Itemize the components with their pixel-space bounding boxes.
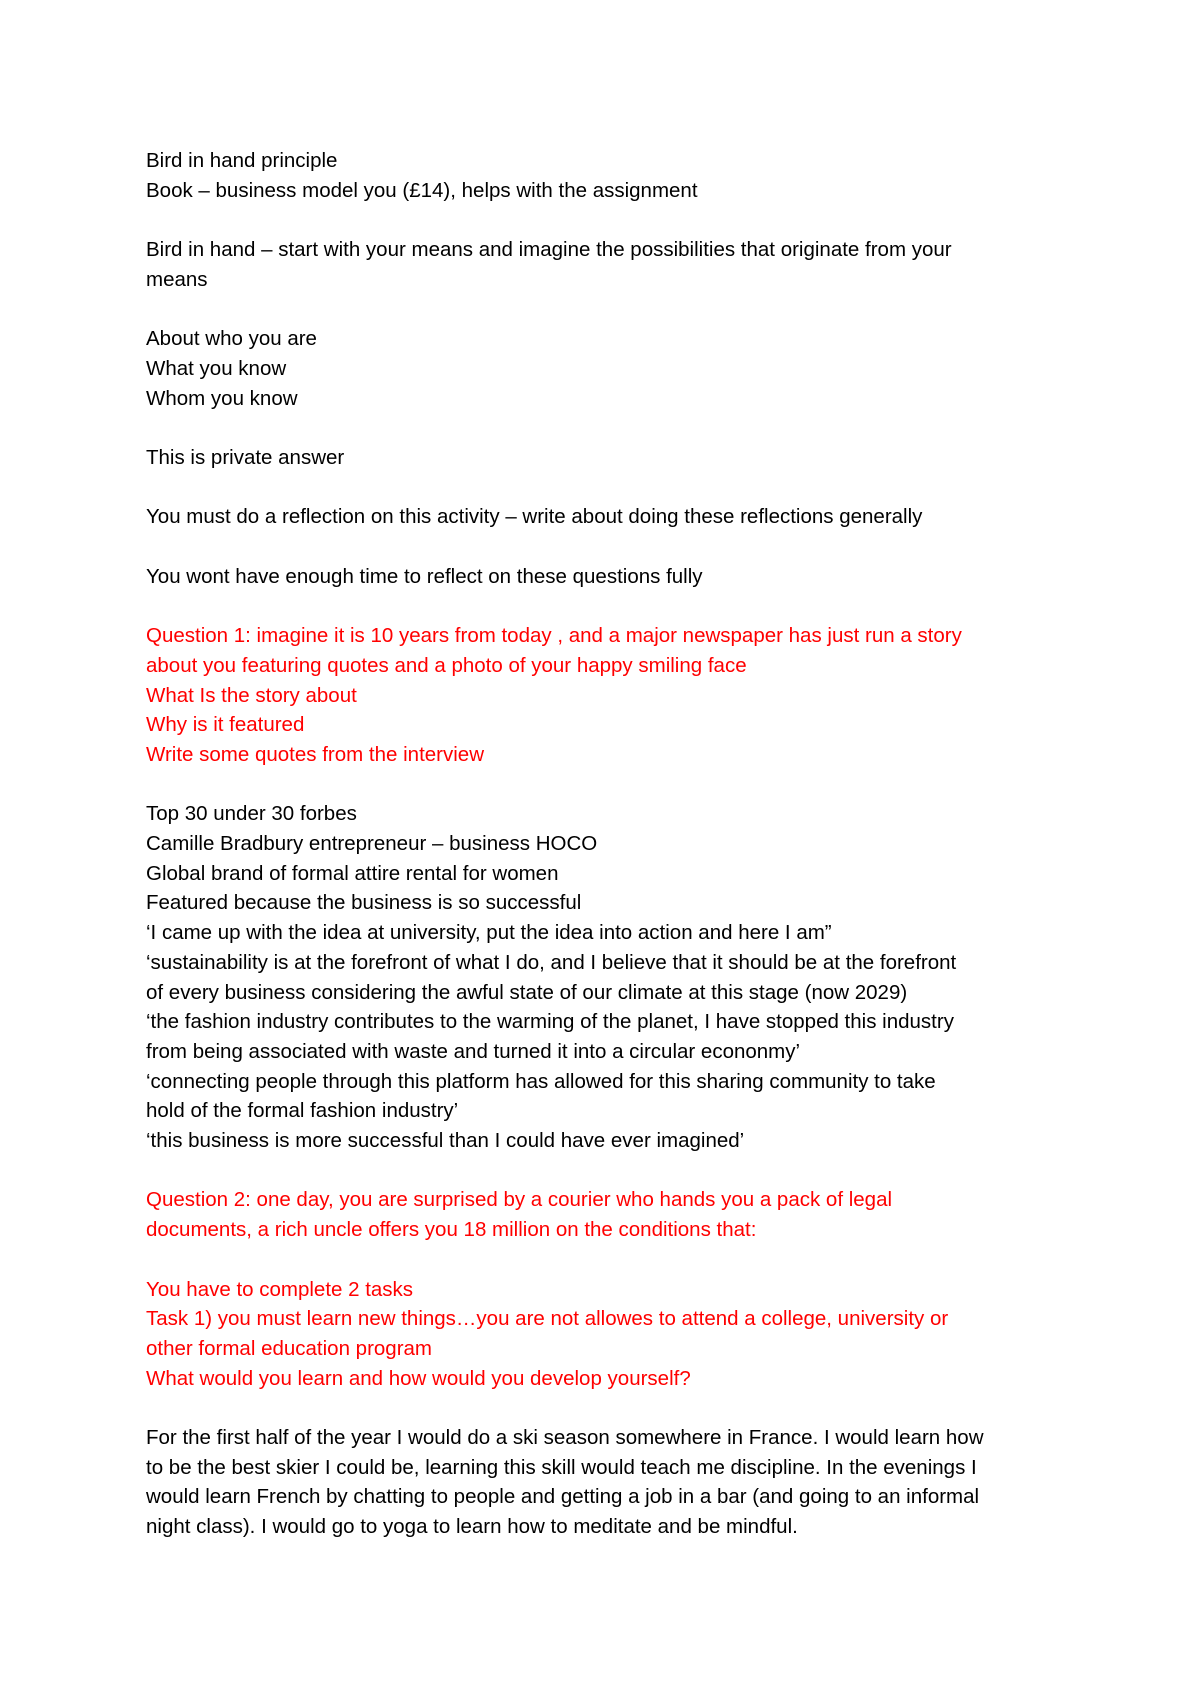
paragraph-gap (146, 1156, 1086, 1186)
tasks-line-4: What would you learn and how would you develop yourself? (146, 1366, 691, 1390)
answer-2-line-4: night class). I would go to yoga to learn how to meditate and be mindful. (146, 1515, 798, 1539)
tasks-line-3: other formal education program (146, 1336, 433, 1360)
answer-1-line-7: of every business considering the awful state of our climate at this stage (now 2029) (146, 980, 908, 1004)
question-2-line-2: documents, a rich uncle offers you 18 million on the conditions that: (146, 1218, 757, 1242)
paragraph-gap (146, 473, 1086, 503)
question-1-line-5: Write some quotes from the interview (146, 742, 484, 766)
reflection-note: You must do a reflection on this activity – write about doing these reflections generally (146, 505, 923, 529)
answer-2-line-2: to be the best skier I could be, learning this skill would teach me discipline. In the evenings I (146, 1455, 977, 1479)
heading-bird-in-hand: Bird in hand principle (146, 149, 338, 172)
answer-1-line-8: ‘the fashion industry contributes to the warming of the planet, I have stopped this industry (146, 1010, 954, 1034)
paragraph-gap (146, 1393, 1086, 1423)
answer-1-line-3: Global brand of formal attire rental for women (146, 861, 559, 885)
tasks-line-1: You have to complete 2 tasks (146, 1277, 414, 1301)
question-1-line-1: Question 1: imagine it is 10 years from today , and a major newspaper has just run a story (146, 624, 962, 648)
paragraph-gap (146, 1245, 1086, 1275)
answer-1-line-12: ‘this business is more successful than I could have ever imagined’ (146, 1129, 745, 1153)
answer-1-line-5: ‘I came up with the idea at university, put the idea into action and here I am” (146, 921, 832, 945)
paragraph-gap (146, 770, 1086, 800)
about-item-whom: Whom you know (146, 386, 298, 410)
answer-1-line-1: Top 30 under 30 forbes (146, 802, 357, 826)
answer-2-line-3: would learn French by chatting to people and getting a job in a bar (and going to an informal (146, 1485, 980, 1509)
paragraph-gap (146, 205, 1086, 235)
time-note: You wont have enough time to reflect on these questions fully (146, 564, 703, 588)
about-item-what: What you know (146, 356, 287, 380)
question-1-line-4: Why is it featured (146, 713, 305, 737)
answer-1-line-4: Featured because the business is so successful (146, 891, 582, 915)
bird-in-hand-definition-line-2: means (146, 267, 208, 291)
about-item-who: About who you are (146, 327, 317, 351)
answer-1-line-11: hold of the formal fashion industry’ (146, 1099, 459, 1123)
question-1-line-2: about you featuring quotes and a photo of your happy smiling face (146, 653, 747, 677)
document-page (146, 146, 1086, 1542)
answer-1-line-2: Camille Bradbury entrepreneur – business HOCO (146, 832, 598, 856)
paragraph-gap (146, 532, 1086, 562)
tasks-line-2: Task 1) you must learn new things…you are not allowes to attend a college, university or (146, 1307, 949, 1331)
paragraph-gap (146, 413, 1086, 443)
bird-in-hand-definition-line-1: Bird in hand – start with your means and imagine the possibilities that originate from your (146, 238, 952, 262)
question-1-line-3: What Is the story about (146, 683, 357, 707)
book-note: Book – business model you (£14), helps with the assignment (146, 178, 698, 202)
answer-1-line-10: ‘connecting people through this platform has allowed for this sharing community to take (146, 1069, 936, 1093)
answer-2-line-1: For the first half of the year I would do a ski season somewhere in France. I would learn how (146, 1426, 984, 1450)
private-answer-note: This is private answer (146, 445, 345, 469)
answer-1-line-6: ‘sustainability is at the forefront of what I do, and I believe that it should be at the forefront (146, 950, 957, 974)
paragraph-gap (146, 591, 1086, 621)
paragraph-gap (146, 295, 1086, 325)
answer-1-line-9: from being associated with waste and turned it into a circular econonmy’ (146, 1039, 801, 1063)
question-2-line-1: Question 2: one day, you are surprised by a courier who hands you a pack of legal (146, 1188, 893, 1212)
